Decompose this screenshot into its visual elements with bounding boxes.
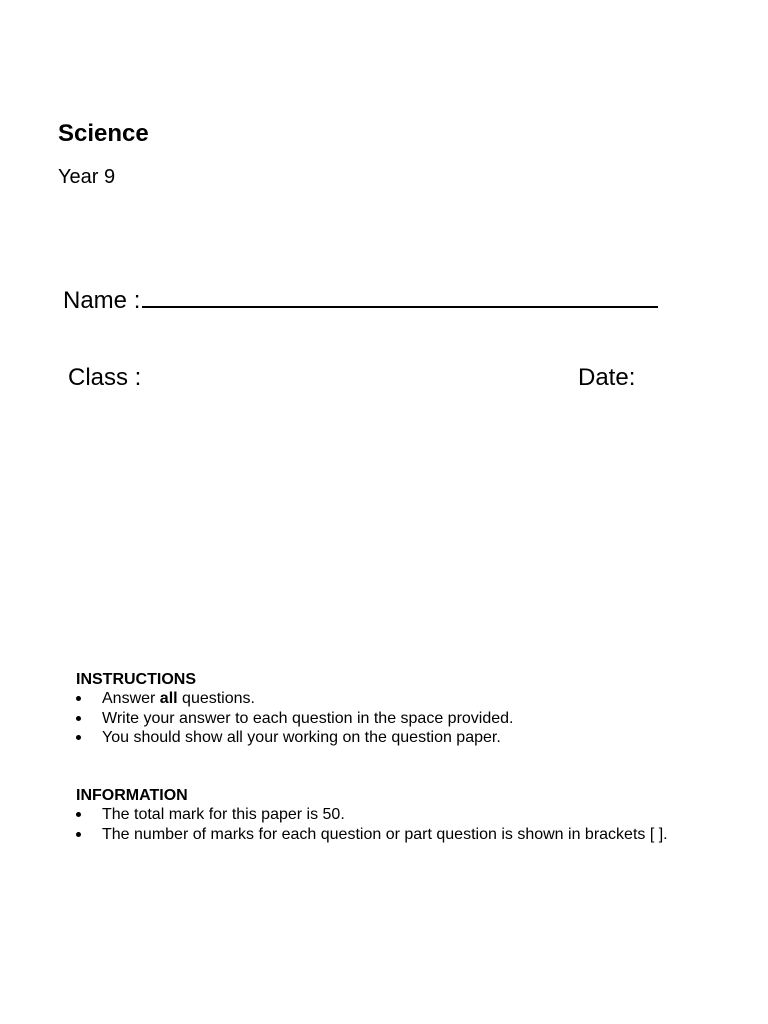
information-heading: INFORMATION bbox=[76, 787, 188, 804]
list-item bbox=[76, 805, 668, 825]
bullet-icon bbox=[76, 696, 81, 701]
name-label: Name : bbox=[63, 287, 141, 314]
name-answer-line bbox=[142, 281, 658, 308]
instruction-text: Write your answer to each question in the space provided. bbox=[102, 709, 514, 727]
instruction-text: You should show all your working on the question paper. bbox=[102, 729, 501, 746]
bullet-icon bbox=[76, 716, 81, 721]
name-field-row bbox=[63, 281, 658, 316]
instructions-heading: INSTRUCTIONS bbox=[76, 671, 196, 688]
bullet-icon bbox=[76, 735, 81, 740]
instruction-text-bold: all bbox=[159, 690, 178, 707]
class-label: Class : bbox=[68, 364, 142, 391]
list-item bbox=[76, 728, 514, 748]
year-level: Year 9 bbox=[58, 166, 116, 188]
instructions-list bbox=[76, 689, 514, 748]
information-text: The number of marks for each question or part question is shown in brackets [ ]. bbox=[102, 825, 668, 843]
bullet-icon bbox=[76, 832, 81, 837]
list-item bbox=[76, 825, 668, 845]
information-list bbox=[76, 805, 668, 844]
instruction-text-before: Answer bbox=[102, 690, 160, 707]
date-label: Date: bbox=[578, 364, 636, 391]
list-item bbox=[76, 689, 514, 709]
instruction-text-after: questions. bbox=[177, 690, 255, 707]
information-text: The total mark for this paper is 50. bbox=[102, 806, 345, 823]
bullet-icon bbox=[76, 812, 81, 817]
list-item bbox=[76, 709, 514, 729]
subject-title: Science bbox=[58, 120, 149, 147]
